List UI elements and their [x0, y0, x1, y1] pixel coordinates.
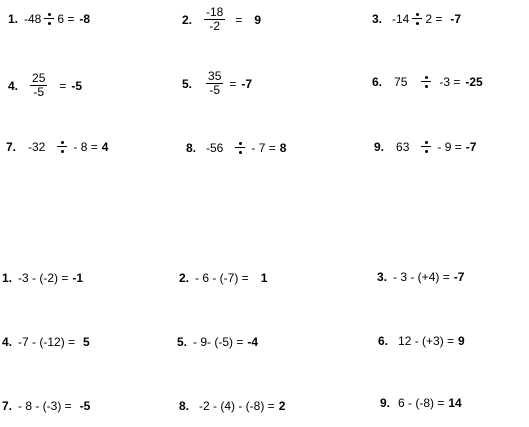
answer: -7	[241, 76, 253, 91]
division-sign-icon	[412, 13, 422, 25]
problem-5-fraction	[182, 70, 252, 97]
answer: 9	[458, 334, 465, 348]
problem-1-division	[8, 12, 90, 26]
divisor: - 7 =	[251, 141, 276, 155]
dividend: -14	[392, 12, 410, 26]
problem-number: 9.	[380, 396, 391, 410]
problem-number: 5.	[177, 335, 188, 349]
expression: -2 - (4) - (-8) =	[199, 399, 275, 413]
answer: 4	[101, 140, 109, 154]
answer: -25	[465, 75, 483, 89]
problem-7-subtraction	[2, 399, 90, 413]
answer: 9	[254, 12, 262, 27]
expression: - 6 - (-7) =	[195, 271, 249, 285]
expression: 12 - (+3) =	[398, 334, 455, 348]
problem-number: 1.	[8, 12, 19, 26]
problem-number: 2.	[179, 271, 190, 285]
problem-9-subtraction	[380, 396, 462, 410]
division-sign-icon	[57, 141, 67, 153]
numerator: 35	[208, 69, 222, 83]
problem-7-division	[6, 140, 108, 154]
division-sign-icon	[421, 141, 431, 153]
denominator: -2	[209, 19, 221, 33]
numerator: -18	[206, 5, 224, 19]
expression: -3 - (-2) =	[18, 271, 69, 285]
problem-2-subtraction	[179, 271, 267, 285]
answer: -5	[71, 78, 83, 93]
answer: 2	[278, 399, 286, 413]
divisor: 6 =	[57, 12, 75, 26]
dividend: 75	[394, 75, 408, 89]
fraction	[204, 6, 225, 33]
problem-number: 3.	[372, 12, 383, 26]
problem-number: 8.	[179, 399, 190, 413]
expression: - 3 - (+4) =	[393, 270, 450, 284]
problem-5-subtraction	[177, 335, 258, 349]
problem-6-division	[372, 75, 483, 89]
problem-8-division	[186, 141, 286, 155]
answer: -1	[72, 271, 84, 285]
answer: -5	[79, 399, 91, 413]
denominator: -5	[33, 85, 45, 99]
answer: -7	[465, 140, 477, 154]
divisor: -3 =	[439, 75, 461, 89]
problem-3-division	[372, 12, 461, 26]
problem-number: 6.	[372, 75, 383, 89]
expression: 6 - (-8) =	[398, 396, 445, 410]
problem-number: 4.	[2, 335, 13, 349]
problem-number: 9.	[374, 140, 385, 154]
dividend: 63	[396, 140, 410, 154]
answer: -4	[247, 335, 259, 349]
problem-8-subtraction	[179, 399, 285, 413]
problem-number: 7.	[6, 140, 17, 154]
problem-6-subtraction	[378, 334, 465, 348]
problem-number: 6.	[378, 334, 389, 348]
divisor: - 9 =	[437, 140, 462, 154]
answer: 14	[448, 396, 462, 410]
problem-number: 4.	[8, 78, 19, 93]
expression: - 8 - (-3) =	[18, 399, 72, 413]
fraction	[30, 72, 47, 99]
denominator: -5	[209, 83, 221, 97]
answer: -8	[79, 12, 91, 26]
division-sign-icon	[44, 13, 54, 25]
equals-sign: =	[59, 78, 67, 93]
answer: -7	[450, 12, 462, 26]
dividend: -32	[28, 140, 46, 154]
answer: 1	[260, 271, 268, 285]
dividend: -56	[206, 141, 224, 155]
problem-number: 3.	[377, 270, 388, 284]
problem-number: 1.	[2, 271, 13, 285]
dividend: -48	[24, 12, 42, 26]
problem-number: 8.	[186, 141, 197, 155]
answer: -7	[453, 270, 465, 284]
division-sign-icon	[235, 142, 245, 154]
fraction	[206, 70, 223, 97]
problem-4-subtraction	[2, 335, 90, 349]
answer: 8	[279, 141, 287, 155]
answer: 5	[83, 335, 90, 349]
division-sign-icon	[421, 76, 431, 88]
problem-9-division	[374, 140, 476, 154]
problem-number: 7.	[2, 399, 13, 413]
problem-4-fraction	[8, 72, 82, 99]
numerator: 25	[32, 71, 46, 85]
problem-number: 2.	[182, 12, 193, 27]
equals-sign: =	[229, 76, 237, 91]
problem-3-subtraction	[377, 270, 464, 284]
expression: -7 - (-12) =	[18, 335, 76, 349]
divisor: 2 =	[425, 12, 443, 26]
equals-sign: =	[235, 12, 243, 27]
expression: - 9- (-5) =	[193, 335, 244, 349]
divisor: - 8 =	[73, 140, 98, 154]
problem-number: 5.	[182, 76, 193, 91]
problem-1-subtraction	[2, 271, 83, 285]
problem-2-fraction	[182, 6, 261, 33]
